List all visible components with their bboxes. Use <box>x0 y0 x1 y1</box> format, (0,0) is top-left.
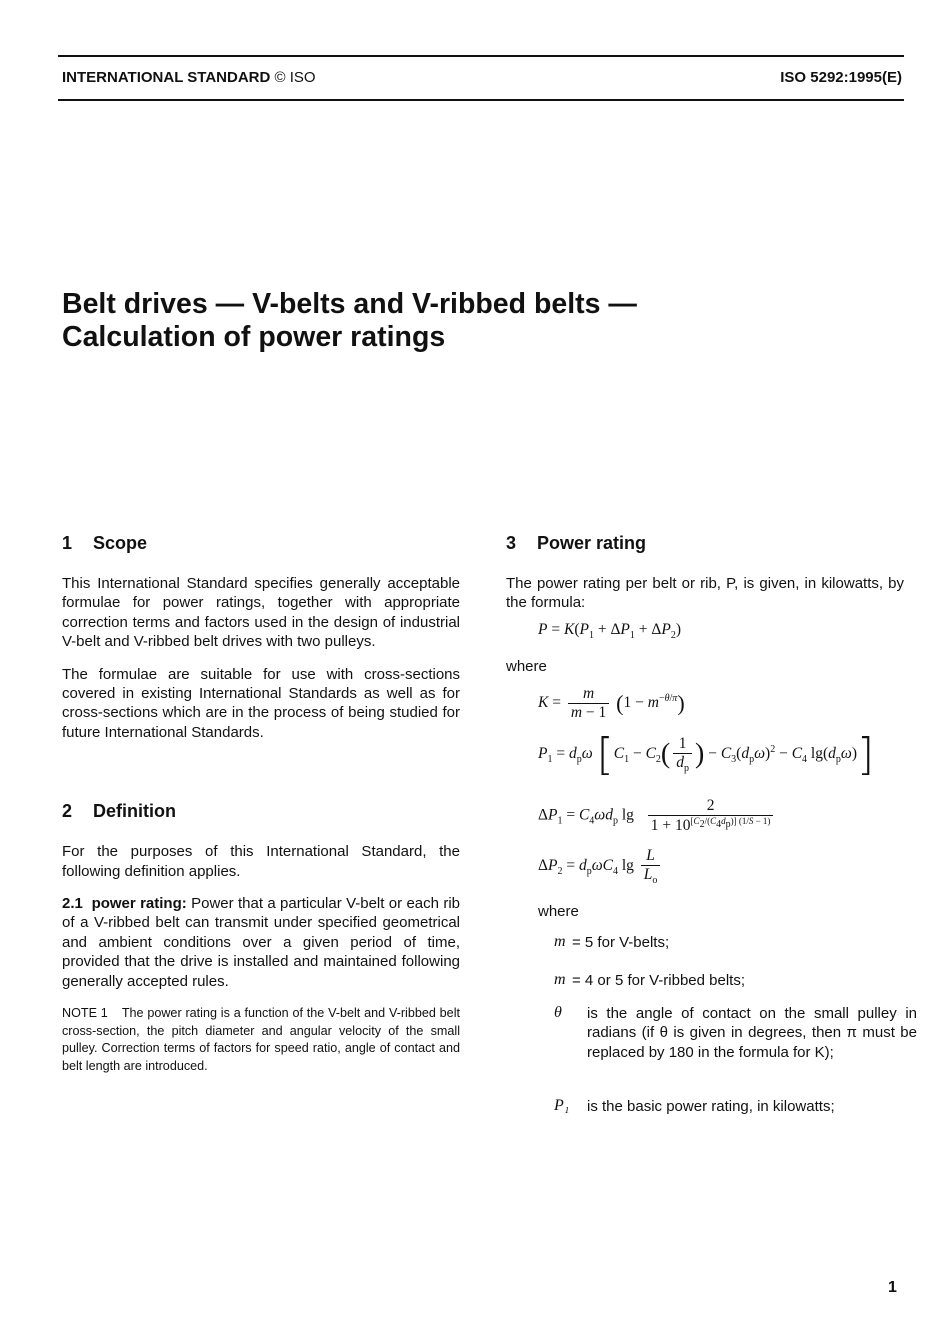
header-rule <box>58 99 904 101</box>
title-line-2: Calculation of power ratings <box>62 321 446 353</box>
section-3-title: Power rating <box>537 533 647 553</box>
header-standard-label <box>62 69 316 86</box>
def-text: is the basic power rating, in kilowatts; <box>587 1098 835 1115</box>
page-number: 1 <box>888 1279 897 1296</box>
formula-P1: $P_1 = d_p\omega$ [$C_1 - C_2$( $\frac{1}{d_p}$ ) − $C_3(d_p\omega)^2 - C_4$ $\lg(d_p\omega)$] <box>538 729 875 780</box>
definitions-list <box>538 933 917 1133</box>
def-symbol: P₁ <box>554 1097 570 1114</box>
clause-number: 2.1 <box>62 895 83 913</box>
header-document-id: ISO 5292:1995(E) <box>780 69 902 86</box>
def-text: = 5 for V-belts; <box>572 934 670 951</box>
formula-delta-P1: $\Delta P_1 = C_4\omega d_p$ lg $\frac{2}{1 + 10^{[C_2/(C_4d_p)] (1/S - 1)}}$ <box>538 797 776 835</box>
definition-2-1 <box>62 894 460 991</box>
title-line-1: Belt drives — V-belts and V-ribbed belts — <box>62 288 637 320</box>
scope-paragraph-2: The formulae are suitable for use with cross-sections covered in existing International Standards as well as for cross-sections which are in the process of being studied for future International Standards. <box>62 665 460 741</box>
section-3-heading <box>506 533 904 554</box>
section-1-title: Scope <box>93 533 148 553</box>
formula-delta-P2: $\Delta P_2 = d_p\omega C_4$ lg $\frac{L}{L_o}$ <box>538 847 663 886</box>
def-text: = 4 or 5 for V-ribbed belts; <box>572 972 746 989</box>
where-label-2: where <box>538 903 579 920</box>
section-2-heading <box>62 801 460 822</box>
def-symbol: θ <box>554 1004 562 1021</box>
section-2-number: 2 <box>62 801 73 822</box>
definition-intro: For the purposes of this International Standard, the following definition applies. <box>62 843 460 880</box>
scope-paragraph-1: This International Standard specifies generally acceptable formulae for power ratings, together with appropriate correction terms and factors used in the design of industrial V-belt and V-ribbed belt drives with two pulleys. <box>62 575 460 651</box>
top-rule <box>58 55 904 57</box>
note-label: NOTE 1 <box>62 1006 108 1021</box>
section-1-number: 1 <box>62 533 73 553</box>
right-column <box>506 533 917 1133</box>
header-copyright: © ISO <box>274 69 316 86</box>
section-2-title: Definition <box>93 801 176 822</box>
def-symbol: m <box>554 933 566 950</box>
defined-term: power rating: <box>91 895 187 913</box>
header-left-label: INTERNATIONAL STANDARD <box>62 69 271 86</box>
formula-K: K = $\frac{m}{m - 1}$ $(1 - m^{-\theta/\pi})$ <box>538 685 685 721</box>
where-label-1: where <box>506 658 547 675</box>
formula-power-rating: $P = K(P_1 + \Delta P_1 + \Delta P_2)$ <box>538 621 681 642</box>
section-1-heading <box>62 533 460 554</box>
power-rating-intro: The power rating per belt or rib, P, is given, in kilowatts, by the formula: <box>506 575 904 612</box>
def-symbol: m <box>554 971 566 988</box>
definition-text: Power that a particular V-belt or each rib of a V-ribbed belt can transmit under specified geometrical and ambient conditions over a given period of time, provided that the drive is installed and maintained following generally accepted rules. <box>62 895 460 990</box>
def-text: is the angle of contact on the small pulley in radians (if θ is given in degrees, then π must be replaced by 180 in the formula for K); <box>587 1005 917 1061</box>
document-title <box>62 288 637 354</box>
left-column <box>62 533 460 1075</box>
note-1 <box>62 1005 460 1075</box>
section-3-number: 3 <box>506 533 517 553</box>
note-text: The power rating is a function of the V-belt and V-ribbed belt cross-section, the pitch diameter and angular velocity of the small pulley. Correction terms of factors for speed ratio, angle of contact and belt length are introduced. <box>62 1006 460 1073</box>
